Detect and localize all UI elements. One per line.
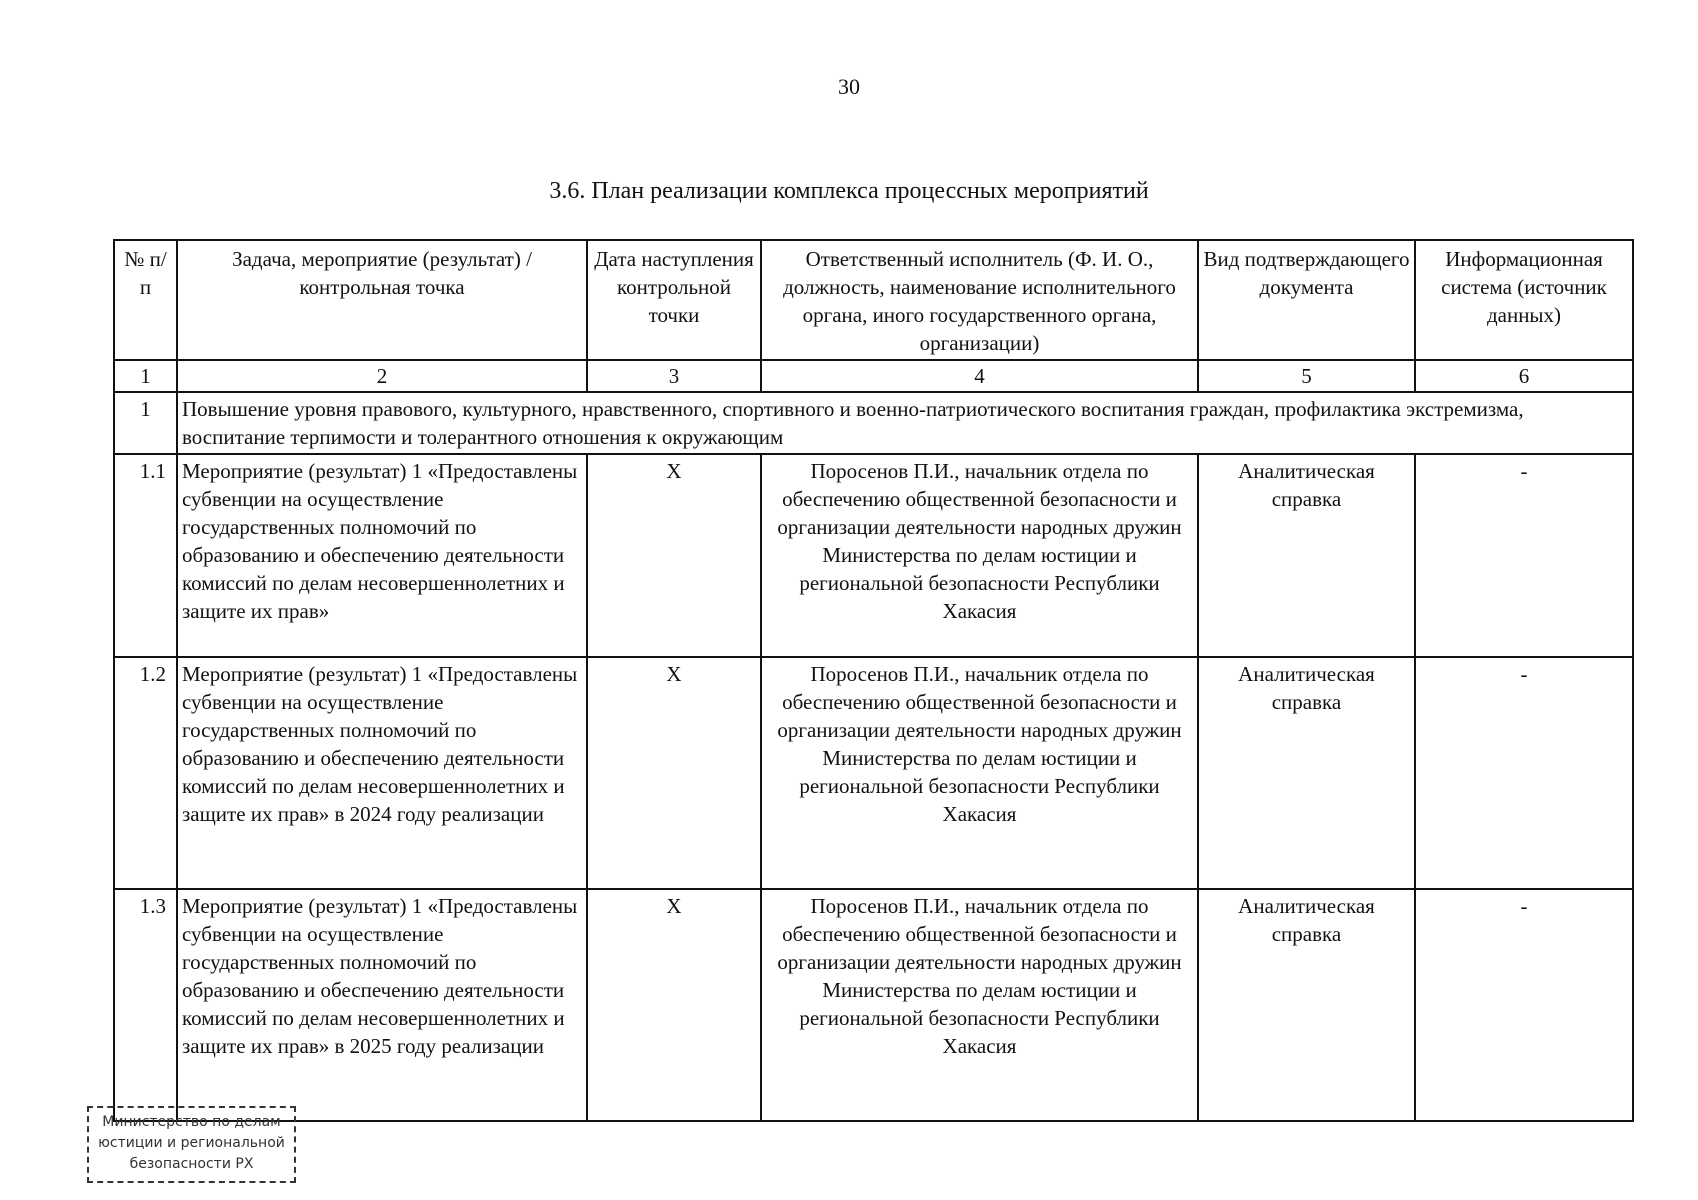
stamp-line: безопасности РХ: [129, 1156, 254, 1172]
row-date: Х: [587, 889, 761, 1121]
header-row: [114, 240, 1633, 360]
stamp-line: юстиции и региональной: [98, 1135, 285, 1151]
column-number-row: [114, 360, 1633, 392]
section-number: 1: [114, 392, 177, 454]
plan-table: [113, 239, 1634, 1122]
table-row: [114, 454, 1633, 657]
row-executor: Поросенов П.И., начальник отдела по обеспечению общественной безопасности и организации деятельности народных дружин Министерства по делам юстиции и региональной безопасности Республики Хакасия: [761, 454, 1198, 657]
row-number: 1.2: [114, 657, 177, 889]
table-row: [114, 889, 1633, 1121]
header-executor: Ответственный исполнитель (Ф. И. О., должность, наименование исполнительного органа, иного государственного органа, организации): [761, 240, 1198, 360]
row-document: Аналитическая справка: [1198, 657, 1415, 889]
table-row: [114, 657, 1633, 889]
section-row: [114, 392, 1633, 454]
header-document: Вид подтверждающего документа: [1198, 240, 1415, 360]
document-title: 3.6. План реализации комплекса процессных мероприятий: [549, 178, 1149, 204]
page-number: 30: [838, 74, 860, 99]
header-date: Дата наступления контрольной точки: [587, 240, 761, 360]
header-number: № п/п: [114, 240, 177, 360]
column-number: 4: [761, 360, 1198, 392]
row-system: -: [1415, 657, 1633, 889]
ministry-stamp: [87, 1106, 296, 1183]
row-system: -: [1415, 889, 1633, 1121]
column-number: 6: [1415, 360, 1633, 392]
column-number: 3: [587, 360, 761, 392]
row-system: -: [1415, 454, 1633, 657]
stamp-line: Министерство по делам: [102, 1114, 281, 1130]
row-date: Х: [587, 454, 761, 657]
column-number: 1: [114, 360, 177, 392]
row-task: Мероприятие (результат) 1 «Предоставлены субвенции на осуществление государственных полномочий по образованию и обеспечению деятельности комиссий по делам несовершеннолетних и защите их прав»: [177, 454, 587, 657]
column-number: 2: [177, 360, 587, 392]
row-task: Мероприятие (результат) 1 «Предоставлены субвенции на осуществление государственных полномочий по образованию и обеспечению деятельности комиссий по делам несовершеннолетних и защите их прав» в 2025 году реализации: [177, 889, 587, 1121]
row-task: Мероприятие (результат) 1 «Предоставлены субвенции на осуществление государственных полномочий по образованию и обеспечению деятельности комиссий по делам несовершеннолетних и защите их прав» в 2024 году реализации: [177, 657, 587, 889]
row-executor: Поросенов П.И., начальник отдела по обеспечению общественной безопасности и организации деятельности народных дружин Министерства по делам юстиции и региональной безопасности Республики Хакасия: [761, 889, 1198, 1121]
row-date: Х: [587, 657, 761, 889]
section-text: Повышение уровня правового, культурного, нравственного, спортивного и военно-патриотического воспитания граждан, профилактика экстремизма, воспитание терпимости и толерантного отношения к окружающим: [177, 392, 1633, 454]
row-number: 1.3: [114, 889, 177, 1121]
row-executor: Поросенов П.И., начальник отдела по обеспечению общественной безопасности и организации деятельности народных дружин Министерства по делам юстиции и региональной безопасности Республики Хакасия: [761, 657, 1198, 889]
header-system: Информационная система (источник данных): [1415, 240, 1633, 360]
row-number: 1.1: [114, 454, 177, 657]
header-task: Задача, мероприятие (результат) / контрольная точка: [177, 240, 587, 360]
row-document: Аналитическая справка: [1198, 454, 1415, 657]
column-number: 5: [1198, 360, 1415, 392]
row-document: Аналитическая справка: [1198, 889, 1415, 1121]
